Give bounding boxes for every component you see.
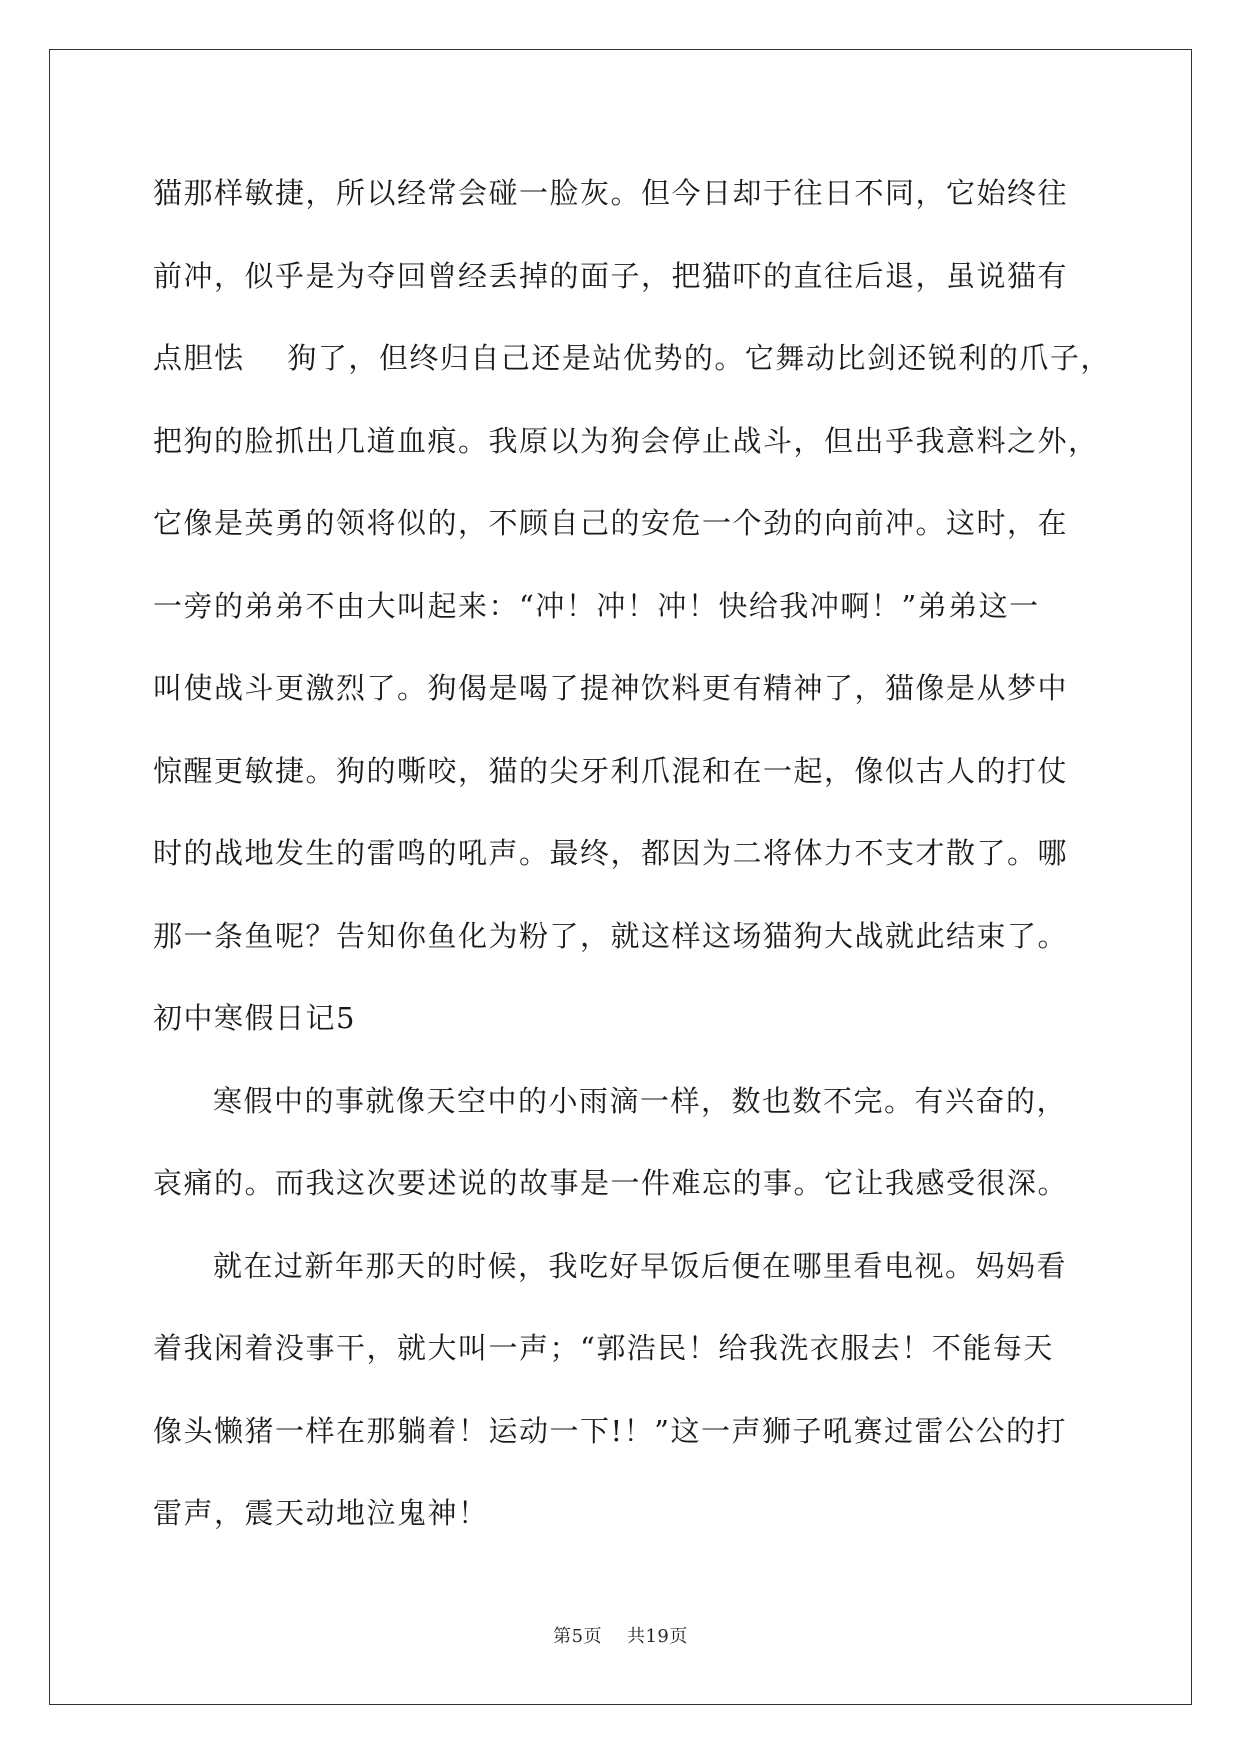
text-line: 前冲，似乎是为夺回曾经丢掉的面子，把猫吓的直往后退，虽说猫有 xyxy=(153,258,1069,293)
text-line: 那一条鱼呢？告知你鱼化为粉了，就这样这场猫狗大战就此结束了。 xyxy=(153,918,1069,953)
section-heading: 初中寒假日记5 xyxy=(153,1001,356,1035)
text-line: 着我闲着没事干，就大叫一声；“郭浩民！给我洗衣服去！不能每天 xyxy=(153,1331,1054,1365)
text-line: 雷声，震天动地泣鬼神！ xyxy=(153,1496,489,1530)
text-line: 点胆怯 狗了，但终归自己还是站优势的。它舞动比剑还锐利的爪子， xyxy=(153,341,1111,375)
text-line: 寒假中的事就像天空中的小雨滴一样，数也数不完。有兴奋的， xyxy=(213,1083,1068,1118)
page-footer: 第5页 共19页 xyxy=(553,1626,688,1647)
text-line: 哀痛的。而我这次要述说的故事是一件难忘的事。它让我感受很深。 xyxy=(153,1166,1069,1200)
text-line: 它像是英勇的领将似的，不顾自己的安危一个劲的向前冲。这时，在 xyxy=(153,506,1069,540)
text-line: 惊醒更敏捷。狗的嘶咬，猫的尖牙利爪混和在一起，像似古人的打仗 xyxy=(153,753,1069,788)
text-line: 像头懒猪一样在那躺着！运动一下!！”这一声狮子吼赛过雷公公的打 xyxy=(153,1413,1067,1448)
text-line: 把狗的脸抓出几道血痕。我原以为狗会停止战斗，但出乎我意料之外， xyxy=(153,423,1099,458)
text-line: 时的战地发生的雷鸣的吼声。最终，都因为二将体力不支才散了。哪 xyxy=(153,836,1069,870)
document-body xyxy=(153,152,1113,1555)
text-line: 就在过新年那天的时候，我吃好早饭后便在哪里看电视。妈妈看 xyxy=(213,1248,1068,1283)
text-line: 猫那样敏捷，所以经常会碰一脸灰。但今日却于往日不同，它始终往 xyxy=(153,176,1069,210)
text-line: 叫使战斗更激烈了。狗偈是喝了提神饮料更有精神了，猫像是从梦中 xyxy=(153,671,1069,705)
text-line: 一旁的弟弟不由大叫起来：“冲！冲！冲！快给我冲啊！”弟弟这一 xyxy=(153,588,1040,623)
